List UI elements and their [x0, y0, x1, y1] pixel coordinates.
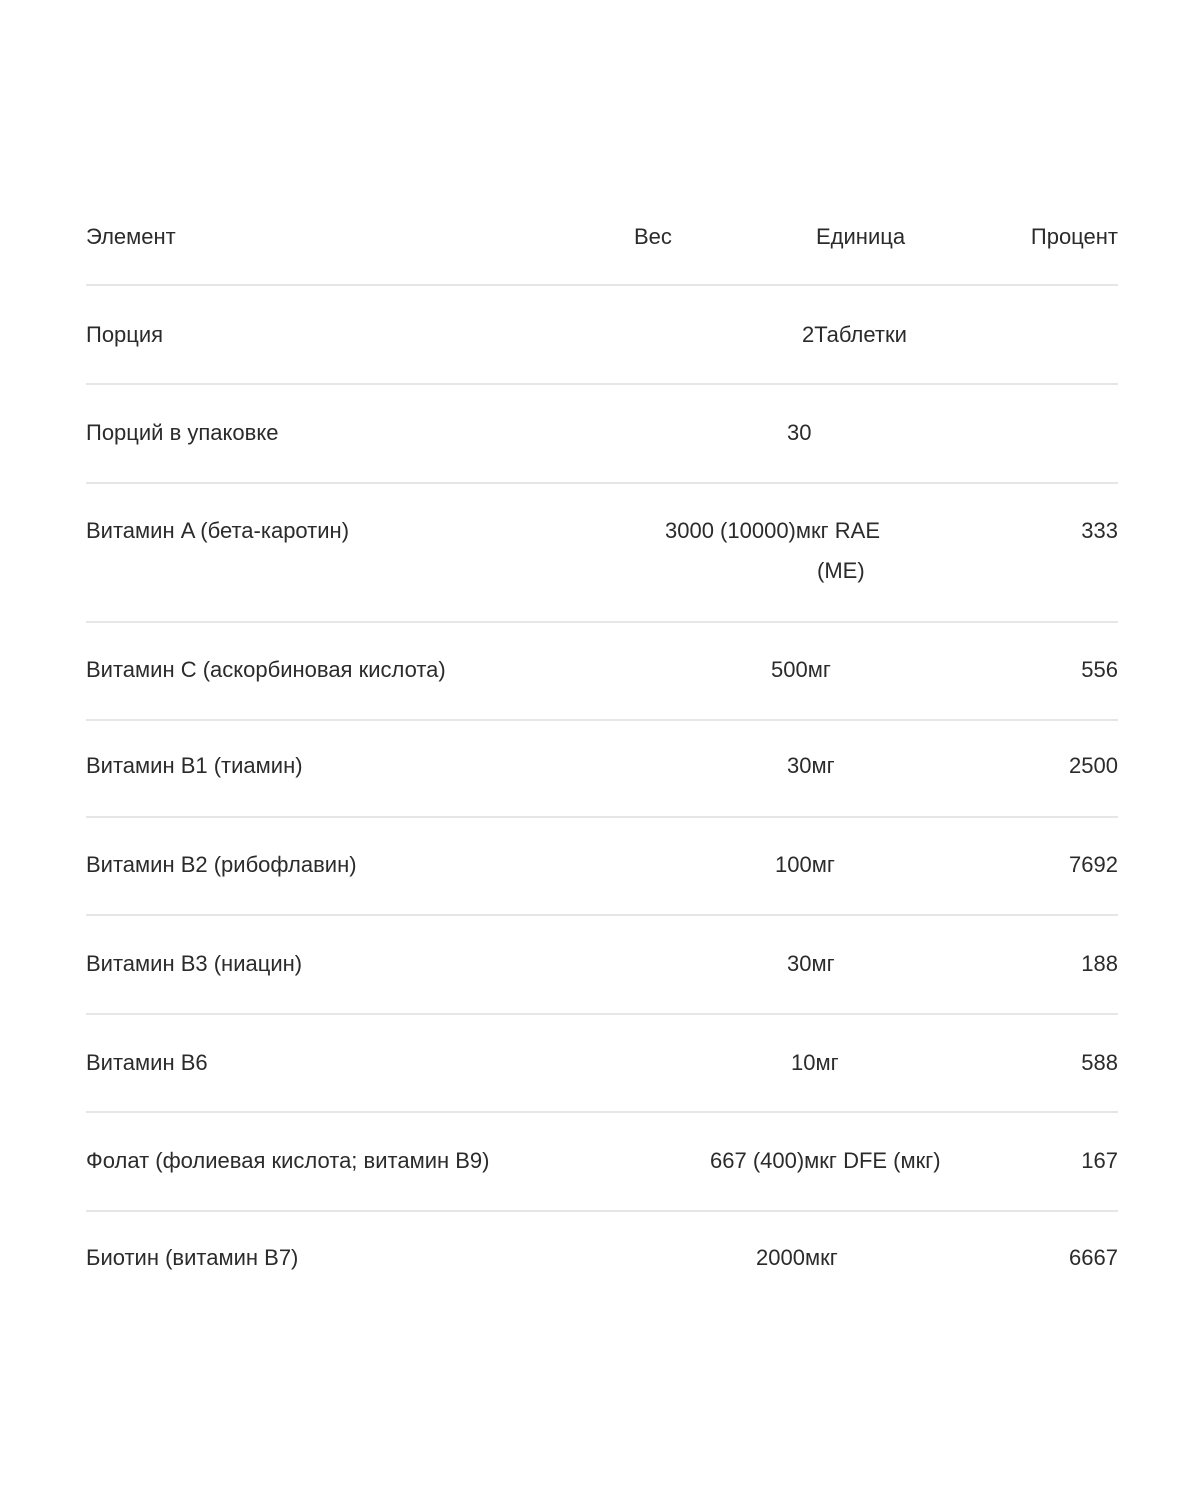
row-value: 2000мкг — [756, 1245, 838, 1270]
row-name: Фолат (фолиевая кислота; витамин B9) — [86, 1148, 490, 1173]
row-name: Витамин B2 (рибофлавин) — [86, 852, 357, 877]
table-row — [86, 286, 1118, 385]
row-name: Витамин B3 (ниацин) — [86, 951, 303, 976]
row-percent: 556 — [1081, 657, 1118, 682]
row-name: Биотин (витамин B7) — [86, 1245, 299, 1270]
table-row — [86, 623, 1118, 721]
header-weight: Вес — [634, 224, 672, 249]
table-row — [86, 1113, 1118, 1212]
row-value: 10мг — [791, 1050, 839, 1075]
row-percent: 7692 — [1069, 852, 1118, 877]
header-percent: Процент — [1030, 224, 1118, 249]
row-name: Порция — [86, 322, 164, 347]
row-percent: 188 — [1081, 951, 1118, 976]
row-value: 500мг — [771, 657, 831, 682]
table-row — [86, 818, 1118, 916]
row-value: 30мг — [787, 753, 835, 778]
row-value-line2: (МЕ) — [817, 558, 865, 583]
table-row — [86, 1212, 1118, 1309]
row-value: 2Таблетки — [802, 322, 907, 347]
header-unit: Единица — [816, 224, 906, 249]
row-value: 667 (400)мкг DFE (мкг) — [710, 1148, 941, 1173]
table-row — [86, 1015, 1118, 1113]
row-value: 30 — [787, 420, 812, 445]
row-percent: 2500 — [1069, 753, 1118, 778]
header-element: Элемент — [86, 224, 176, 249]
row-name: Витамин A (бета-каротин) — [86, 518, 350, 543]
row-percent: 588 — [1081, 1050, 1118, 1075]
table-row — [86, 916, 1118, 1015]
row-value: 30мг — [787, 951, 835, 976]
row-name: Витамин B6 — [86, 1050, 208, 1075]
row-name: Витамин C (аскорбиновая кислота) — [86, 657, 446, 682]
row-value-line1: 3000 (10000)мкг RAE — [665, 518, 881, 543]
table-row — [86, 385, 1118, 484]
table-row — [86, 721, 1118, 818]
nutrition-table — [86, 187, 1118, 1309]
table-row — [86, 484, 1118, 623]
table-header — [86, 187, 1118, 286]
row-name: Порций в упаковке — [86, 420, 279, 445]
row-percent: 6667 — [1069, 1245, 1118, 1270]
row-value: 100мг — [775, 852, 835, 877]
row-percent: 167 — [1081, 1148, 1118, 1173]
row-name: Витамин B1 (тиамин) — [86, 753, 303, 778]
row-percent: 333 — [1081, 518, 1118, 543]
